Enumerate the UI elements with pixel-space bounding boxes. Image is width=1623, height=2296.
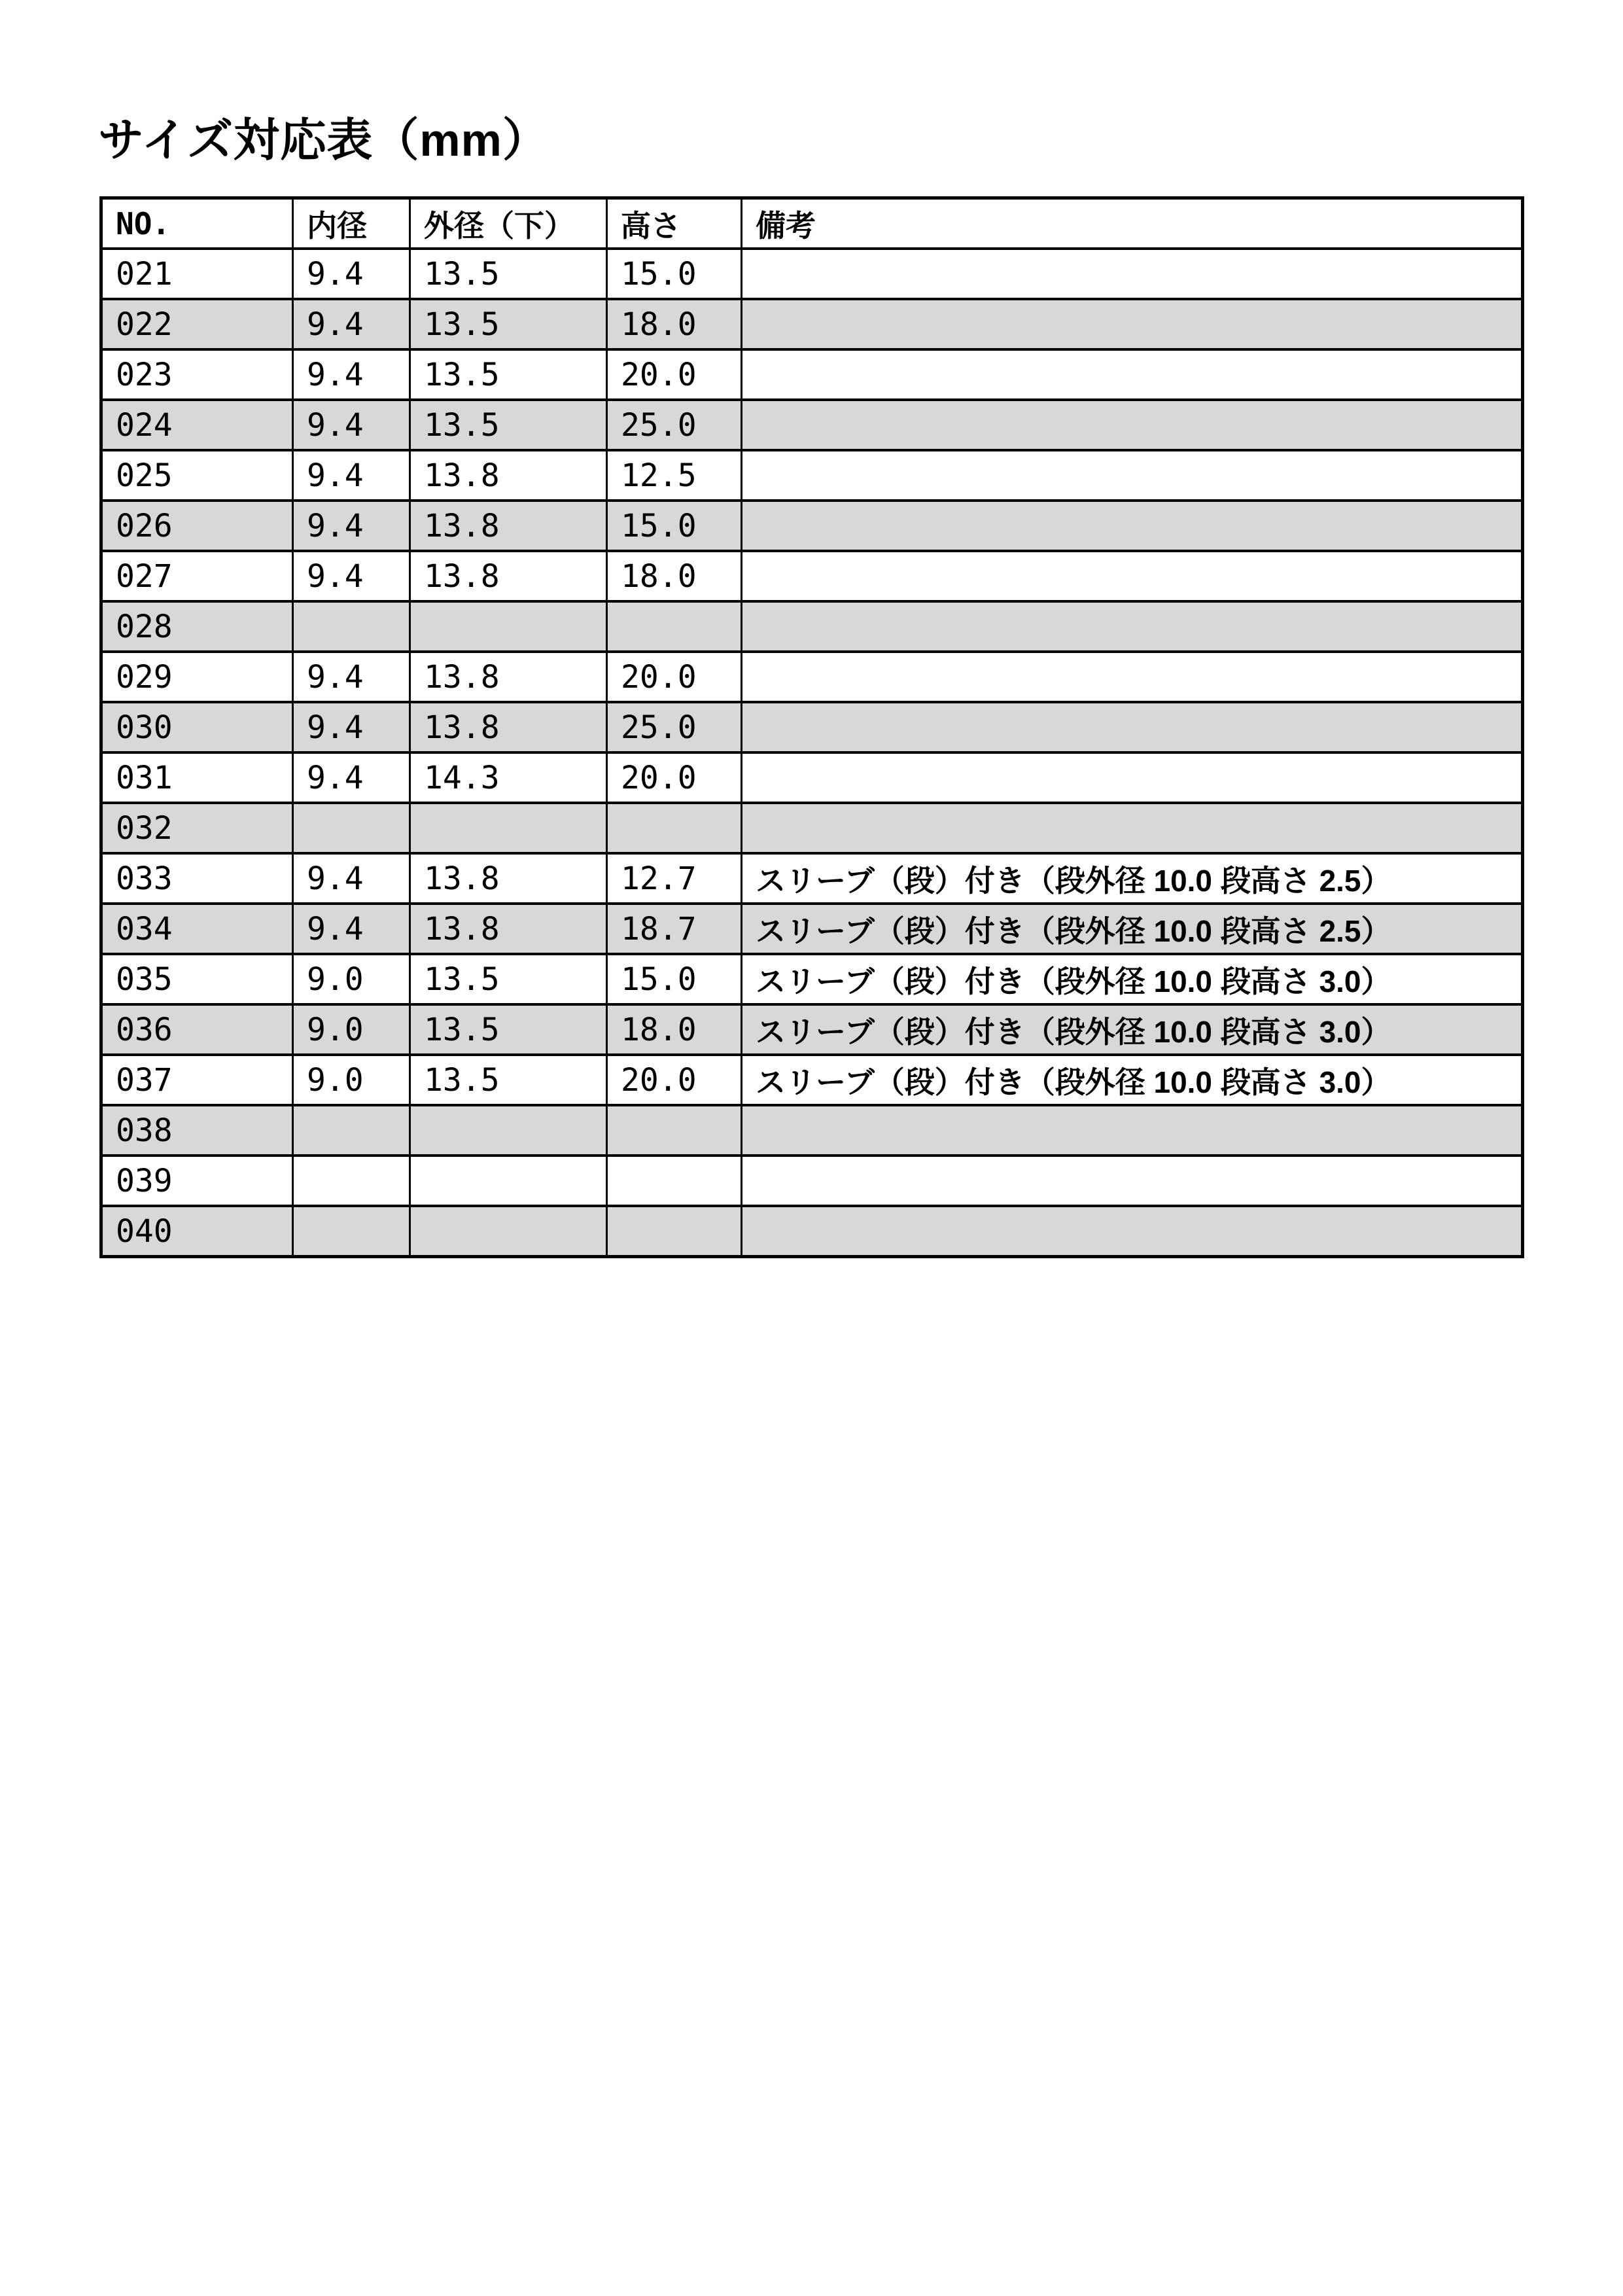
cell-inner-diameter: 9.4 xyxy=(293,551,410,601)
table-row xyxy=(101,652,1523,702)
cell-outer-diameter-bottom: 13.8 xyxy=(410,551,607,601)
cell-height: 20.0 xyxy=(607,349,742,400)
cell-height xyxy=(607,803,742,853)
cell-remarks xyxy=(742,249,1523,299)
table-body xyxy=(101,249,1523,1257)
cell-outer-diameter-bottom xyxy=(410,1105,607,1156)
cell-no: 029 xyxy=(101,652,293,702)
cell-remarks xyxy=(742,551,1523,601)
cell-height xyxy=(607,601,742,652)
cell-remarks xyxy=(742,1206,1523,1257)
table-row xyxy=(101,954,1523,1004)
cell-no: 023 xyxy=(101,349,293,400)
table-row xyxy=(101,702,1523,752)
table-row xyxy=(101,904,1523,954)
cell-outer-diameter-bottom: 13.5 xyxy=(410,349,607,400)
cell-inner-diameter xyxy=(293,803,410,853)
cell-outer-diameter-bottom: 13.5 xyxy=(410,1055,607,1105)
cell-outer-diameter-bottom: 14.3 xyxy=(410,752,607,803)
cell-remarks xyxy=(742,501,1523,551)
table-row xyxy=(101,249,1523,299)
cell-no: 021 xyxy=(101,249,293,299)
cell-no: 032 xyxy=(101,803,293,853)
cell-no: 038 xyxy=(101,1105,293,1156)
column-header-height: 高さ xyxy=(607,198,742,249)
cell-remarks xyxy=(742,702,1523,752)
table-row xyxy=(101,1156,1523,1206)
column-header-remarks: 備考 xyxy=(742,198,1523,249)
cell-outer-diameter-bottom xyxy=(410,1156,607,1206)
cell-inner-diameter: 9.0 xyxy=(293,1055,410,1105)
cell-height: 25.0 xyxy=(607,400,742,450)
cell-outer-diameter-bottom: 13.8 xyxy=(410,501,607,551)
cell-outer-diameter-bottom xyxy=(410,1206,607,1257)
cell-height xyxy=(607,1206,742,1257)
cell-no: 033 xyxy=(101,853,293,904)
cell-inner-diameter: 9.0 xyxy=(293,954,410,1004)
cell-outer-diameter-bottom: 13.8 xyxy=(410,450,607,501)
cell-height: 15.0 xyxy=(607,249,742,299)
cell-no: 037 xyxy=(101,1055,293,1105)
cell-height: 15.0 xyxy=(607,954,742,1004)
cell-no: 025 xyxy=(101,450,293,501)
page-title: サイズ対応表（mm） xyxy=(98,115,549,166)
cell-remarks: スリーブ（段）付き（段外径 10.0 段高さ 2.5） xyxy=(742,853,1523,904)
cell-height: 25.0 xyxy=(607,702,742,752)
cell-inner-diameter: 9.4 xyxy=(293,904,410,954)
cell-outer-diameter-bottom xyxy=(410,803,607,853)
cell-height: 20.0 xyxy=(607,752,742,803)
size-correspondence-table xyxy=(99,196,1524,1258)
cell-inner-diameter: 9.4 xyxy=(293,752,410,803)
cell-height: 12.5 xyxy=(607,450,742,501)
cell-height: 20.0 xyxy=(607,1055,742,1105)
cell-remarks xyxy=(742,752,1523,803)
table-row xyxy=(101,803,1523,853)
table-row xyxy=(101,601,1523,652)
cell-remarks xyxy=(742,299,1523,349)
table-row xyxy=(101,1105,1523,1156)
cell-height xyxy=(607,1156,742,1206)
cell-inner-diameter xyxy=(293,601,410,652)
table-row xyxy=(101,450,1523,501)
cell-remarks xyxy=(742,601,1523,652)
cell-inner-diameter: 9.4 xyxy=(293,501,410,551)
cell-outer-diameter-bottom: 13.8 xyxy=(410,702,607,752)
cell-no: 024 xyxy=(101,400,293,450)
cell-no: 034 xyxy=(101,904,293,954)
cell-height: 20.0 xyxy=(607,652,742,702)
cell-inner-diameter: 9.4 xyxy=(293,450,410,501)
column-header-no: NO. xyxy=(101,198,293,249)
cell-outer-diameter-bottom: 13.5 xyxy=(410,400,607,450)
cell-no: 027 xyxy=(101,551,293,601)
cell-inner-diameter xyxy=(293,1156,410,1206)
cell-outer-diameter-bottom: 13.5 xyxy=(410,1004,607,1055)
cell-no: 026 xyxy=(101,501,293,551)
table-row xyxy=(101,501,1523,551)
cell-remarks xyxy=(742,803,1523,853)
cell-outer-diameter-bottom xyxy=(410,601,607,652)
cell-outer-diameter-bottom: 13.8 xyxy=(410,652,607,702)
cell-inner-diameter: 9.4 xyxy=(293,299,410,349)
table-row xyxy=(101,853,1523,904)
cell-no: 035 xyxy=(101,954,293,1004)
cell-inner-diameter: 9.4 xyxy=(293,249,410,299)
cell-no: 039 xyxy=(101,1156,293,1206)
column-header-inner-diameter: 内径 xyxy=(293,198,410,249)
cell-inner-diameter: 9.4 xyxy=(293,853,410,904)
cell-outer-diameter-bottom: 13.8 xyxy=(410,904,607,954)
cell-no: 030 xyxy=(101,702,293,752)
cell-height: 15.0 xyxy=(607,501,742,551)
table-row xyxy=(101,1004,1523,1055)
column-header-outer-diameter-bottom: 外径（下） xyxy=(410,198,607,249)
cell-remarks xyxy=(742,450,1523,501)
table-header xyxy=(101,198,1523,249)
cell-height: 12.7 xyxy=(607,853,742,904)
table-row xyxy=(101,1206,1523,1257)
table-row xyxy=(101,1055,1523,1105)
cell-inner-diameter xyxy=(293,1206,410,1257)
cell-remarks xyxy=(742,400,1523,450)
table-row xyxy=(101,349,1523,400)
cell-height: 18.0 xyxy=(607,1004,742,1055)
cell-no: 031 xyxy=(101,752,293,803)
table-header-row xyxy=(101,198,1523,249)
cell-inner-diameter: 9.4 xyxy=(293,702,410,752)
cell-outer-diameter-bottom: 13.8 xyxy=(410,853,607,904)
cell-inner-diameter: 9.4 xyxy=(293,652,410,702)
cell-height: 18.0 xyxy=(607,299,742,349)
cell-inner-diameter: 9.4 xyxy=(293,400,410,450)
cell-remarks xyxy=(742,349,1523,400)
cell-no: 028 xyxy=(101,601,293,652)
cell-inner-diameter: 9.4 xyxy=(293,349,410,400)
cell-remarks: スリーブ（段）付き（段外径 10.0 段高さ 3.0） xyxy=(742,954,1523,1004)
cell-no: 022 xyxy=(101,299,293,349)
cell-outer-diameter-bottom: 13.5 xyxy=(410,299,607,349)
table-row xyxy=(101,752,1523,803)
cell-height: 18.7 xyxy=(607,904,742,954)
cell-remarks: スリーブ（段）付き（段外径 10.0 段高さ 2.5） xyxy=(742,904,1523,954)
cell-no: 036 xyxy=(101,1004,293,1055)
cell-remarks: スリーブ（段）付き（段外径 10.0 段高さ 3.0） xyxy=(742,1055,1523,1105)
cell-remarks xyxy=(742,1156,1523,1206)
cell-remarks: スリーブ（段）付き（段外径 10.0 段高さ 3.0） xyxy=(742,1004,1523,1055)
table-row xyxy=(101,299,1523,349)
cell-outer-diameter-bottom: 13.5 xyxy=(410,954,607,1004)
cell-outer-diameter-bottom: 13.5 xyxy=(410,249,607,299)
table-row xyxy=(101,400,1523,450)
cell-no: 040 xyxy=(101,1206,293,1257)
cell-remarks xyxy=(742,1105,1523,1156)
table-row xyxy=(101,551,1523,601)
cell-remarks xyxy=(742,652,1523,702)
cell-height: 18.0 xyxy=(607,551,742,601)
cell-height xyxy=(607,1105,742,1156)
cell-inner-diameter: 9.0 xyxy=(293,1004,410,1055)
cell-inner-diameter xyxy=(293,1105,410,1156)
